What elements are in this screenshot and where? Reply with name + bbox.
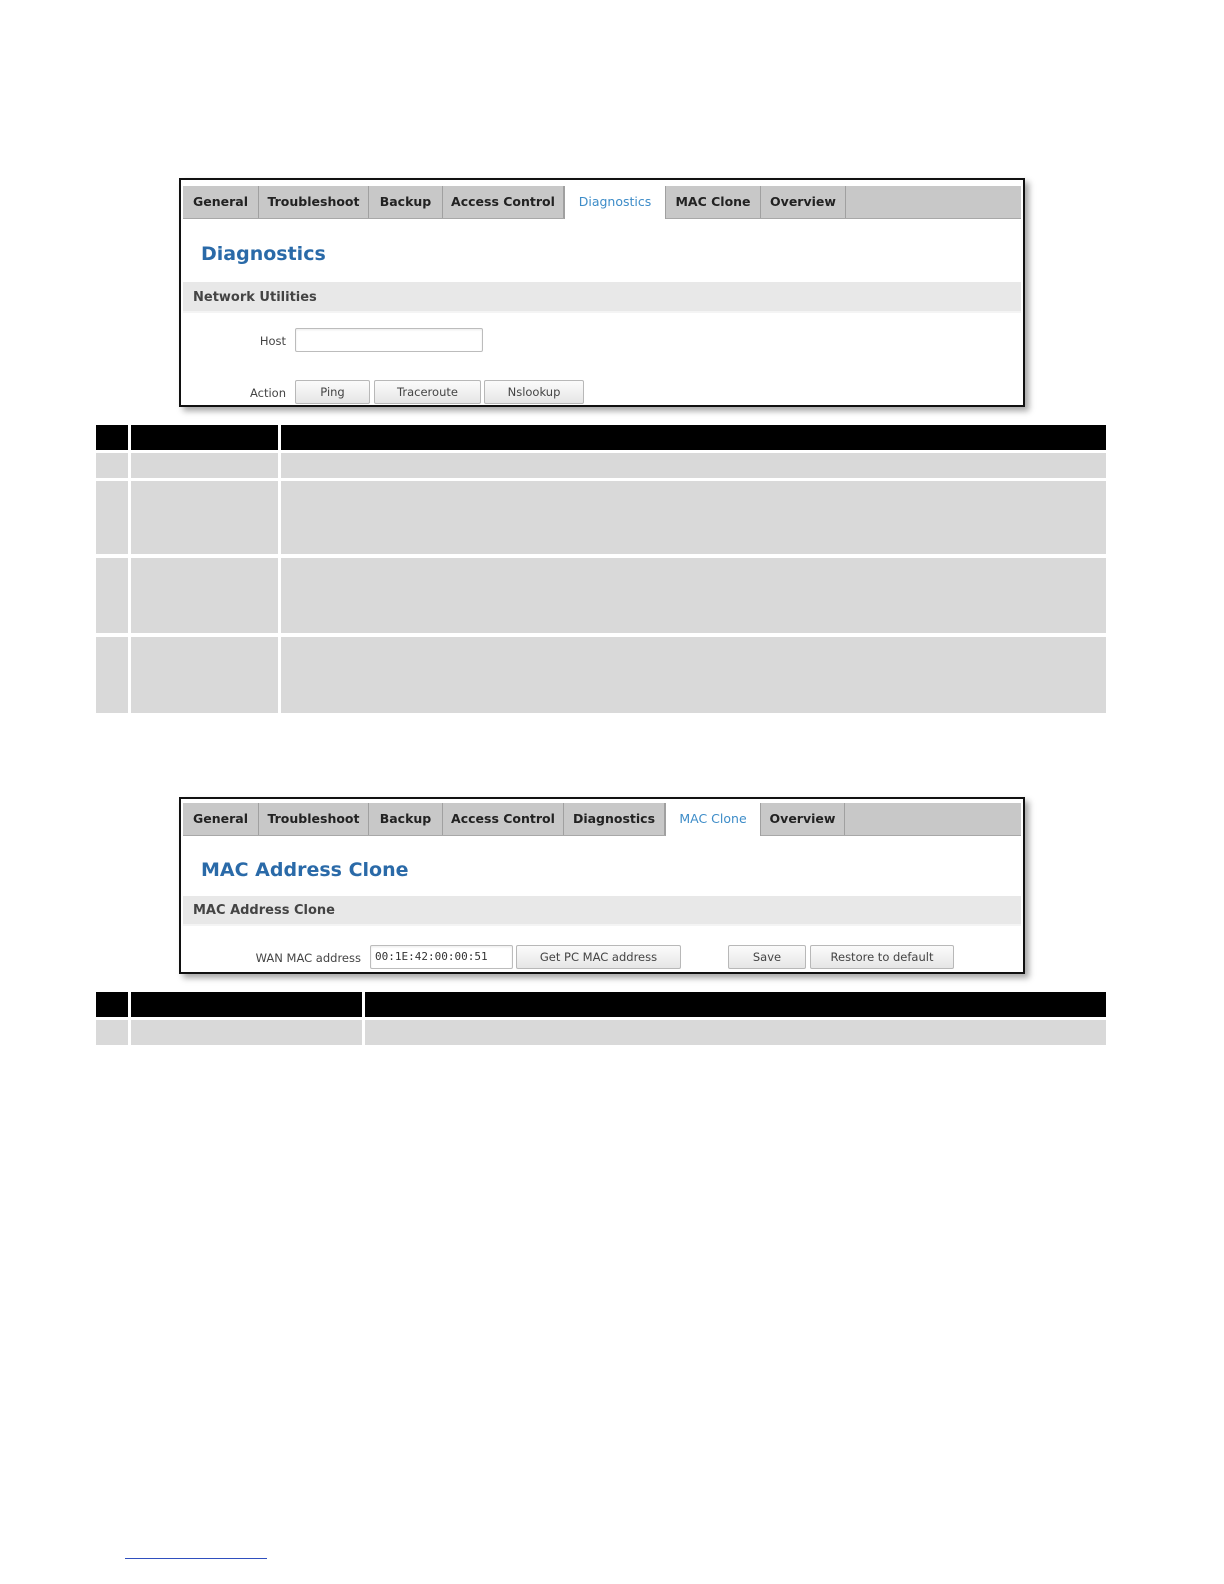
section-header — [183, 282, 1021, 313]
tab-backup[interactable]: Backup — [369, 186, 443, 218]
traceroute-button[interactable]: Traceroute — [374, 380, 481, 404]
section-title: Network Utilities — [193, 290, 317, 305]
table-cell — [96, 1020, 128, 1045]
wan-mac-label: WAN MAC address — [255, 951, 361, 965]
table-header-cell — [131, 992, 362, 1017]
table-cell — [281, 481, 1106, 554]
table-cell — [131, 1020, 362, 1045]
tab-diagnostics[interactable]: Diagnostics — [564, 803, 665, 835]
table-header-cell — [131, 425, 278, 450]
diagnostics-screenshot — [179, 178, 1025, 407]
section-header — [183, 896, 1021, 926]
table-cell — [131, 558, 278, 633]
page-title: Diagnostics — [201, 243, 326, 265]
tab-access-control[interactable]: Access Control — [443, 186, 564, 218]
mac-clone-screenshot — [179, 797, 1025, 974]
table-header-cell — [96, 425, 128, 450]
table-cell — [131, 481, 278, 554]
footer-link-underline[interactable] — [125, 1558, 267, 1559]
table-header-cell — [281, 425, 1106, 450]
tab-backup[interactable]: Backup — [369, 803, 443, 835]
tab-troubleshoot[interactable]: Troubleshoot — [259, 803, 369, 835]
save-button[interactable]: Save — [728, 945, 806, 969]
restore-default-button[interactable]: Restore to default — [810, 945, 954, 969]
nslookup-button[interactable]: Nslookup — [484, 380, 584, 404]
tab-overview[interactable]: Overview — [761, 186, 846, 218]
table-cell — [131, 637, 278, 713]
table-cell — [96, 637, 128, 713]
diagnostics-table — [96, 425, 1106, 715]
table-cell — [281, 453, 1106, 478]
tab-troubleshoot[interactable]: Troubleshoot — [259, 186, 369, 218]
table-cell — [281, 558, 1106, 633]
tab-bar — [183, 186, 1021, 219]
page-title: MAC Address Clone — [201, 859, 409, 881]
table-cell — [96, 558, 128, 633]
tab-mac-clone[interactable]: MAC Clone — [666, 186, 761, 218]
host-input[interactable] — [295, 328, 483, 352]
ping-button[interactable]: Ping — [295, 380, 370, 404]
get-pc-mac-button[interactable]: Get PC MAC address — [516, 945, 681, 969]
table-cell — [281, 637, 1106, 713]
tab-overview[interactable]: Overview — [761, 803, 845, 835]
table-cell — [96, 453, 128, 478]
table-header-cell — [365, 992, 1106, 1017]
tab-diagnostics[interactable]: Diagnostics — [564, 186, 666, 219]
table-cell — [96, 481, 128, 554]
tab-general[interactable]: General — [183, 186, 259, 218]
table-cell — [365, 1020, 1106, 1045]
table-cell — [131, 453, 278, 478]
wan-mac-input[interactable]: 00:1E:42:00:00:51 — [370, 945, 513, 969]
tab-access-control[interactable]: Access Control — [443, 803, 564, 835]
tab-mac-clone[interactable]: MAC Clone — [665, 803, 761, 836]
action-label: Action — [249, 386, 286, 400]
table-header-cell — [96, 992, 128, 1017]
host-label: Host — [259, 334, 286, 348]
tab-general[interactable]: General — [183, 803, 259, 835]
section-title: MAC Address Clone — [193, 903, 335, 918]
mac-clone-table — [96, 992, 1106, 1046]
tab-bar — [183, 803, 1021, 836]
